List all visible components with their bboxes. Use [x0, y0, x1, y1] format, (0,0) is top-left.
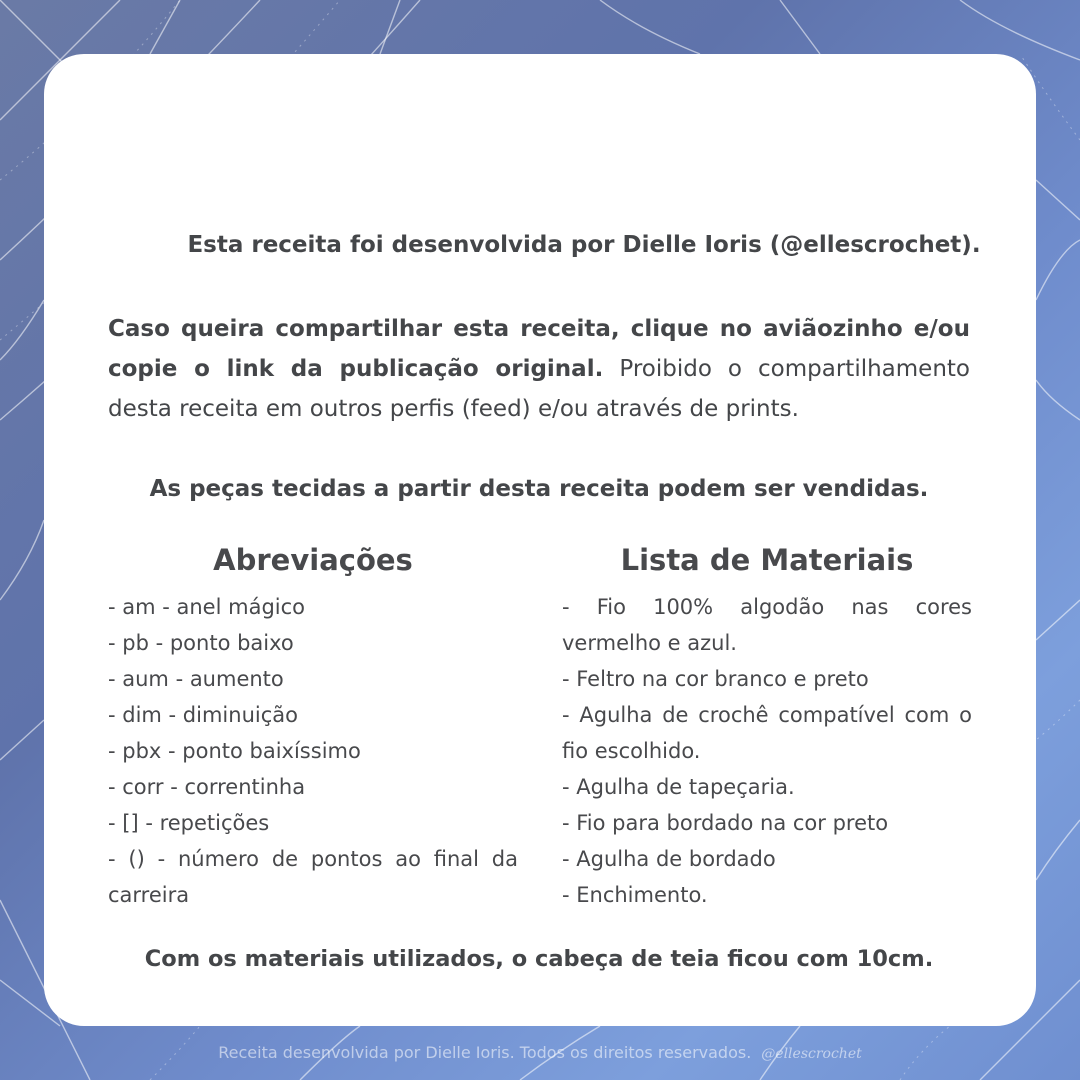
list-item: - Agulha de tapeçaria.	[562, 775, 795, 799]
abbreviations-title: Abreviações	[213, 543, 413, 577]
share-notice-rest: Proibido o compartilhamento desta receita em outros perfis (feed) e/ou através de prints.	[108, 356, 970, 422]
list-item: - Enchimento.	[562, 883, 708, 907]
copyright-text: Receita desenvolvida por Dielle Ioris. Todos os direitos reservados.	[218, 1043, 752, 1062]
materials-title: Lista de Materiais	[620, 543, 914, 577]
signature: @ellescrochet	[761, 1046, 862, 1062]
credit-text: Esta receita foi desenvolvida por Dielle Ioris (@ellescrochet).	[187, 232, 981, 258]
list-item: - [] - repetições	[108, 811, 270, 835]
list-item: - Agulha de bordado	[562, 847, 776, 871]
list-item: - Feltro na cor branco e preto	[562, 667, 869, 691]
list-item: - Fio para bordado na cor preto	[562, 811, 889, 835]
list-item: - dim - diminuição	[108, 703, 298, 727]
list-item: - pb - ponto baixo	[108, 631, 294, 655]
list-item: - pbx - ponto baixíssimo	[108, 739, 361, 763]
size-note: Com os materiais utilizados, o cabeça de teia ficou com 10cm.	[144, 946, 934, 972]
list-item: - Agulha de crochê compatível com o fio escolhido.	[562, 703, 972, 763]
sell-notice: As peças tecidas a partir desta receita podem ser vendidas.	[149, 476, 929, 502]
materials-list	[562, 589, 972, 913]
copyright-footer	[0, 1040, 1080, 1067]
recipe-card	[44, 54, 1036, 1026]
list-item: - corr - correntinha	[108, 775, 306, 799]
list-item: - aum - aumento	[108, 667, 284, 691]
share-notice-bold: Caso queira compartilhar esta receita, clique no aviãozinho e/ou copie o link da publicação original.	[108, 316, 970, 382]
share-notice	[108, 309, 970, 429]
list-item: - Fio 100% algodão nas cores vermelho e azul.	[562, 595, 972, 655]
abbreviations-list	[108, 589, 518, 913]
list-item: - () - número de pontos ao final da carreira	[108, 847, 518, 907]
list-item: - am - anel mágico	[108, 595, 305, 619]
